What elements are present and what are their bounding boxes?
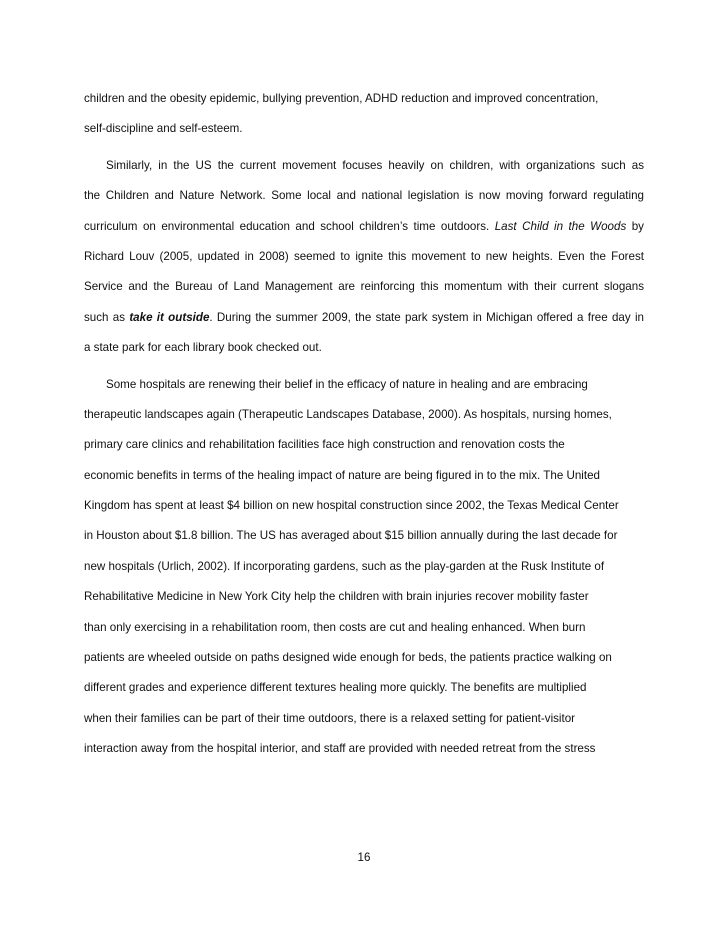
text-line: Similarly, in the US the current movement focuses heavily on children, with organizations such as bbox=[106, 158, 644, 172]
text-line: Some hospitals are renewing their belief in the efficacy of nature in healing and are embracing bbox=[106, 377, 588, 391]
text-line: than only exercising in a rehabilitation room, then costs are cut and healing enhanced. When burn bbox=[84, 620, 586, 634]
page-number: 16 bbox=[357, 851, 371, 864]
text-line: the Children and Nature Network. Some local and national legislation is now moving forward regulating bbox=[84, 189, 644, 203]
text-line: interaction away from the hospital interior, and staff are provided with needed retreat from the stress bbox=[84, 742, 596, 756]
paragraph-1 bbox=[84, 84, 644, 145]
text-run: by bbox=[626, 219, 644, 233]
text-run: curriculum on environmental education and school children’s time outdoors. bbox=[84, 219, 495, 233]
text-run: . During the summer 2009, the state park system in Michigan offered a free day in bbox=[209, 310, 644, 324]
paragraph-3 bbox=[84, 370, 644, 765]
paragraph-2 bbox=[84, 151, 644, 364]
text-line: self-discipline and self-esteem. bbox=[84, 122, 243, 136]
slogan-text: take it outside bbox=[129, 310, 210, 324]
book-title: Last Child in the Woods bbox=[494, 219, 627, 233]
text-line: children and the obesity epidemic, bullying prevention, ADHD reduction and improved concentration, bbox=[84, 92, 599, 105]
text-line: therapeutic landscapes again (Therapeutic Landscapes Database, 2000). As hospitals, nursing homes, bbox=[84, 407, 612, 421]
body-text bbox=[84, 84, 644, 765]
text-run: such as bbox=[84, 310, 130, 324]
text-line: primary care clinics and rehabilitation facilities face high construction and renovation costs the bbox=[84, 438, 565, 452]
text-line: new hospitals (Urlich, 2002). If incorporating gardens, such as the play-garden at the Rusk Institute of bbox=[84, 559, 605, 573]
text-line: Kingdom has spent at least $4 billion on new hospital construction since 2002, the Texas Medical Center bbox=[84, 499, 619, 513]
text-line: patients are wheeled outside on paths designed wide enough for beds, the patients practice walking on bbox=[84, 651, 612, 665]
text-line: Service and the Bureau of Land Management are reinforcing this momentum with their current slogans bbox=[84, 280, 644, 294]
text-line: different grades and experience different textures healing more quickly. The benefits are multiplied bbox=[84, 681, 587, 695]
text-line: economic benefits in terms of the healing impact of nature are being figured in to the mix. The United bbox=[84, 468, 600, 482]
text-line: when their families can be part of their time outdoors, there is a relaxed setting for patient-visitor bbox=[84, 711, 576, 725]
text-line: a state park for each library book checked out. bbox=[84, 341, 322, 355]
text-line: in Houston about $1.8 billion. The US has averaged about $15 billion annually during the last decade for bbox=[84, 529, 618, 543]
text-line: Rehabilitative Medicine in New York City help the children with brain injuries recover mobility faster bbox=[84, 590, 589, 604]
text-line bbox=[84, 303, 644, 333]
text-line bbox=[84, 212, 644, 242]
text-line: Richard Louv (2005, updated in 2008) seemed to ignite this movement to new heights. Even the Forest bbox=[84, 249, 644, 263]
